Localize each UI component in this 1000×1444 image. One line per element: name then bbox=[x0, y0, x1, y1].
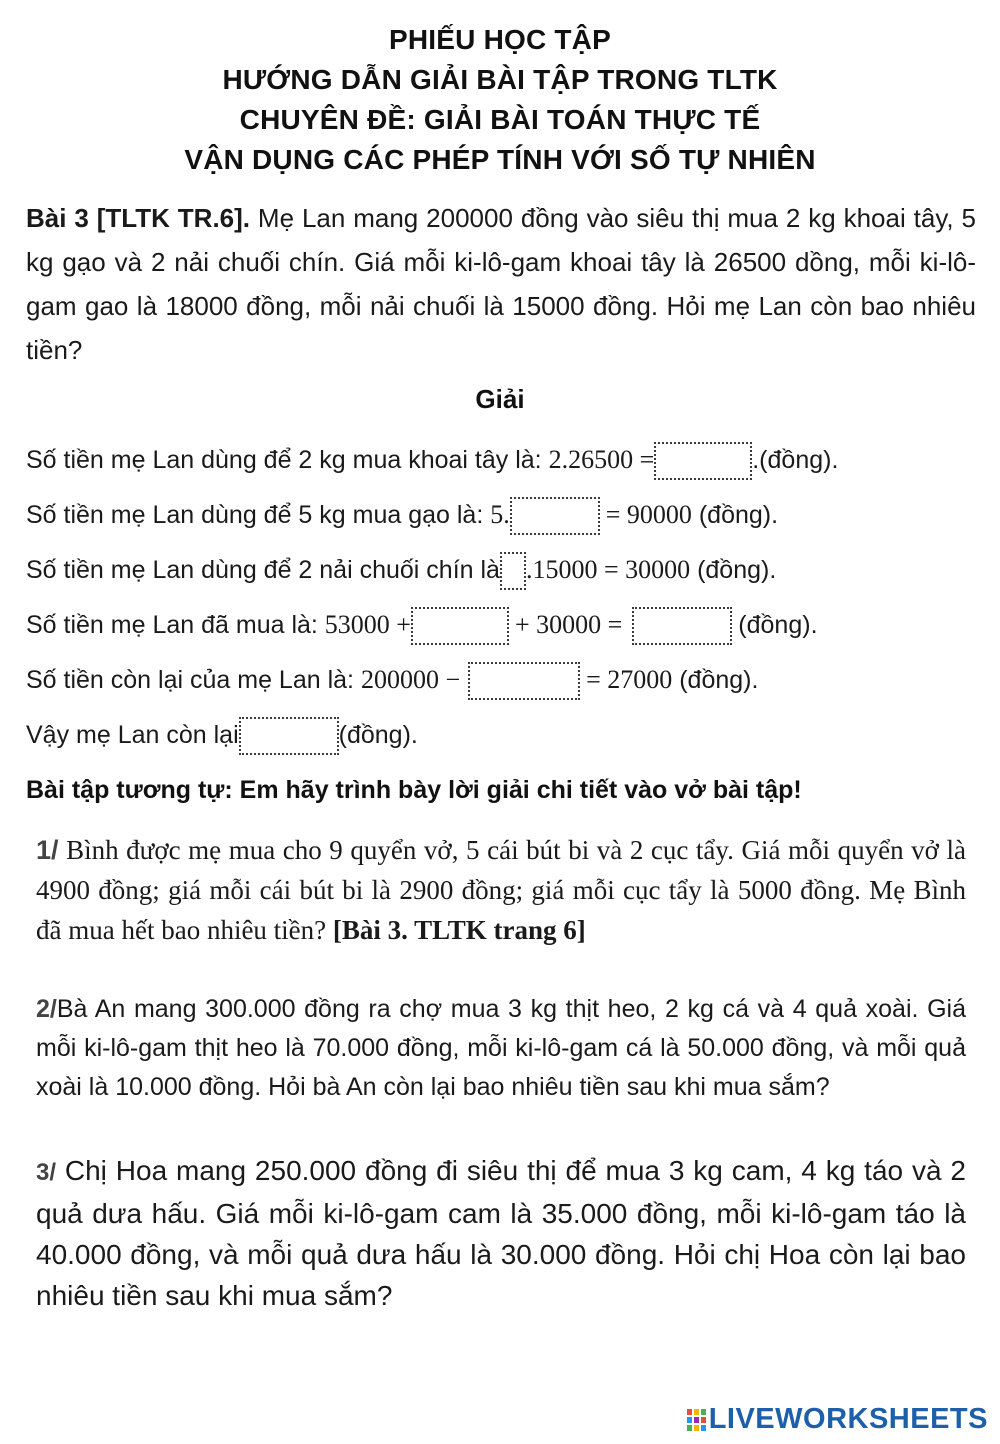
solution-line-2-text: Số tiền mẹ Lan dùng để 5 kg mua gạo là: bbox=[26, 501, 491, 529]
exercise-2 bbox=[36, 990, 966, 1107]
solution-line-2-suffix: (đồng). bbox=[691, 501, 779, 529]
answer-blank-potato-cost[interactable] bbox=[654, 442, 752, 480]
liveworksheets-logo bbox=[687, 1403, 988, 1436]
answer-blank-remaining[interactable] bbox=[239, 717, 339, 755]
solution-line-2-expr-before: 5. bbox=[490, 500, 510, 529]
solution-line-6-suffix: (đồng). bbox=[338, 721, 418, 749]
problem-text: Mẹ Lan mang 200000 đồng vào siêu thị mua 2 kg khoai tây, 5 kg gạo và 2 nải chuối chín. Giá mỗi ki-lô-gam khoai tây là 26500 dồng, mỗi ki-lô-gam gao là 18000 đồng, mỗi nải chuối là 15000 đồng. Hỏi mẹ Lan còn bao nhiêu tiền? bbox=[26, 203, 976, 365]
exercise-3-number: 3/ bbox=[36, 1159, 57, 1186]
solution-line-1-text: Số tiền mẹ Lan dùng để 2 kg mua khoai tây là: bbox=[26, 446, 549, 474]
solution-line-5-expr-2: = 27000 bbox=[586, 665, 673, 694]
answer-blank-banana-count[interactable] bbox=[500, 552, 526, 590]
exercise-1-number: 1/ bbox=[36, 835, 59, 865]
exercise-2-number: 2/ bbox=[36, 995, 57, 1023]
exercise-1 bbox=[36, 830, 966, 950]
solution-line-6 bbox=[26, 715, 418, 755]
worksheet-title bbox=[0, 20, 1000, 180]
exercise-2-text: Bà An mang 300.000 đồng ra chợ mua 3 kg thịt heo, 2 kg cá và 4 quả xoài. Giá mỗi ki-lô-gam thịt heo là 70.000 đồng, mỗi ki-lô-gam cá là 50.000 đồng, và mỗi quả xoài là 10.000 đồng. Hỏi bà An còn lại bao nhiêu tiền sau khi mua sắm? bbox=[36, 995, 966, 1101]
problem-label: Bài 3 [TLTK TR.6]. bbox=[26, 203, 251, 233]
problem-statement bbox=[26, 196, 976, 372]
solution-line-3 bbox=[26, 550, 776, 590]
answer-blank-rice-cost[interactable] bbox=[411, 607, 509, 645]
solution-line-1 bbox=[26, 440, 838, 480]
solution-line-4-suffix: (đồng). bbox=[738, 611, 818, 639]
solution-line-4-text: Số tiền mẹ Lan đã mua là: bbox=[26, 611, 325, 639]
solution-line-5-expr-1: 200000 − bbox=[360, 665, 461, 694]
solution-line-2 bbox=[26, 495, 778, 535]
liveworksheets-logo-text: LIVEWORKSHEETS bbox=[708, 1403, 988, 1435]
exercise-3 bbox=[36, 1150, 966, 1316]
exercise-1-reference: [Bài 3. TLTK trang 6] bbox=[332, 915, 586, 945]
title-line-3: CHUYÊN ĐỀ: GIẢI BÀI TOÁN THỰC TẾ bbox=[239, 104, 761, 135]
solution-line-5-suffix: (đồng). bbox=[672, 666, 759, 694]
solution-line-3-text: Số tiền mẹ Lan dùng để 2 nải chuối chín là bbox=[26, 556, 500, 584]
title-line-4: VẬN DỤNG CÁC PHÉP TÍNH VỚI SỐ TỰ NHIÊN bbox=[184, 144, 816, 175]
solution-line-5 bbox=[26, 660, 758, 700]
exercise-3-text: Chị Hoa mang 250.000 đồng đi siêu thị để mua 3 kg cam, 4 kg táo và 2 quả dưa hấu. Giá mỗi ki-lô-gam cam là 35.000 đồng, mỗi ki-lô-gam táo là 40.000 đồng, và mỗi quả dưa hấu là 30.000 đồng. Hỏi chị Hoa còn lại bao nhiêu tiền sau khi mua sắm? bbox=[36, 1155, 966, 1311]
title-line-2: HƯỚNG DẪN GIẢI BÀI TẬP TRONG TLTK bbox=[222, 64, 778, 95]
solution-line-3-suffix: (đồng). bbox=[690, 556, 777, 584]
answer-blank-total-spent[interactable] bbox=[632, 607, 732, 645]
solution-heading: Giải bbox=[475, 384, 525, 414]
solution-line-3-expr-after: .15000 = 30000 bbox=[525, 555, 691, 584]
solution-line-6-text: Vậy mẹ Lan còn lại bbox=[26, 721, 239, 749]
title-line-1: PHIẾU HỌC TẬP bbox=[389, 24, 611, 55]
liveworksheets-grid-icon bbox=[687, 1409, 705, 1431]
exercise-1-text: Bình được mẹ mua cho 9 quyển vở, 5 cái bút bi và 2 cục tẩy. Giá mỗi quyển vở là 4900 đồng; giá mỗi cái bút bi là 2900 đồng; giá mỗi cục tẩy là 5000 đồng. Mẹ Bình đã mua hết bao nhiêu tiền? bbox=[36, 835, 966, 945]
answer-blank-rice-price[interactable] bbox=[510, 497, 600, 535]
solution-line-1-expr: 2.26500 = bbox=[548, 445, 655, 474]
solution-line-2-expr-after: = 90000 bbox=[605, 500, 692, 529]
solution-line-4 bbox=[26, 605, 818, 645]
answer-blank-spent-amount[interactable] bbox=[468, 662, 580, 700]
solution-line-1-suffix: .(đồng). bbox=[752, 446, 839, 474]
solution-line-4-expr-2: + 30000 = bbox=[514, 610, 623, 639]
similar-exercises-heading: Bài tập tương tự: Em hãy trình bày lời giải chi tiết vào vở bài tập! bbox=[26, 776, 802, 804]
solution-line-5-text: Số tiền còn lại của mẹ Lan là: bbox=[26, 666, 361, 694]
solution-line-4-expr-1: 53000 + bbox=[324, 610, 411, 639]
